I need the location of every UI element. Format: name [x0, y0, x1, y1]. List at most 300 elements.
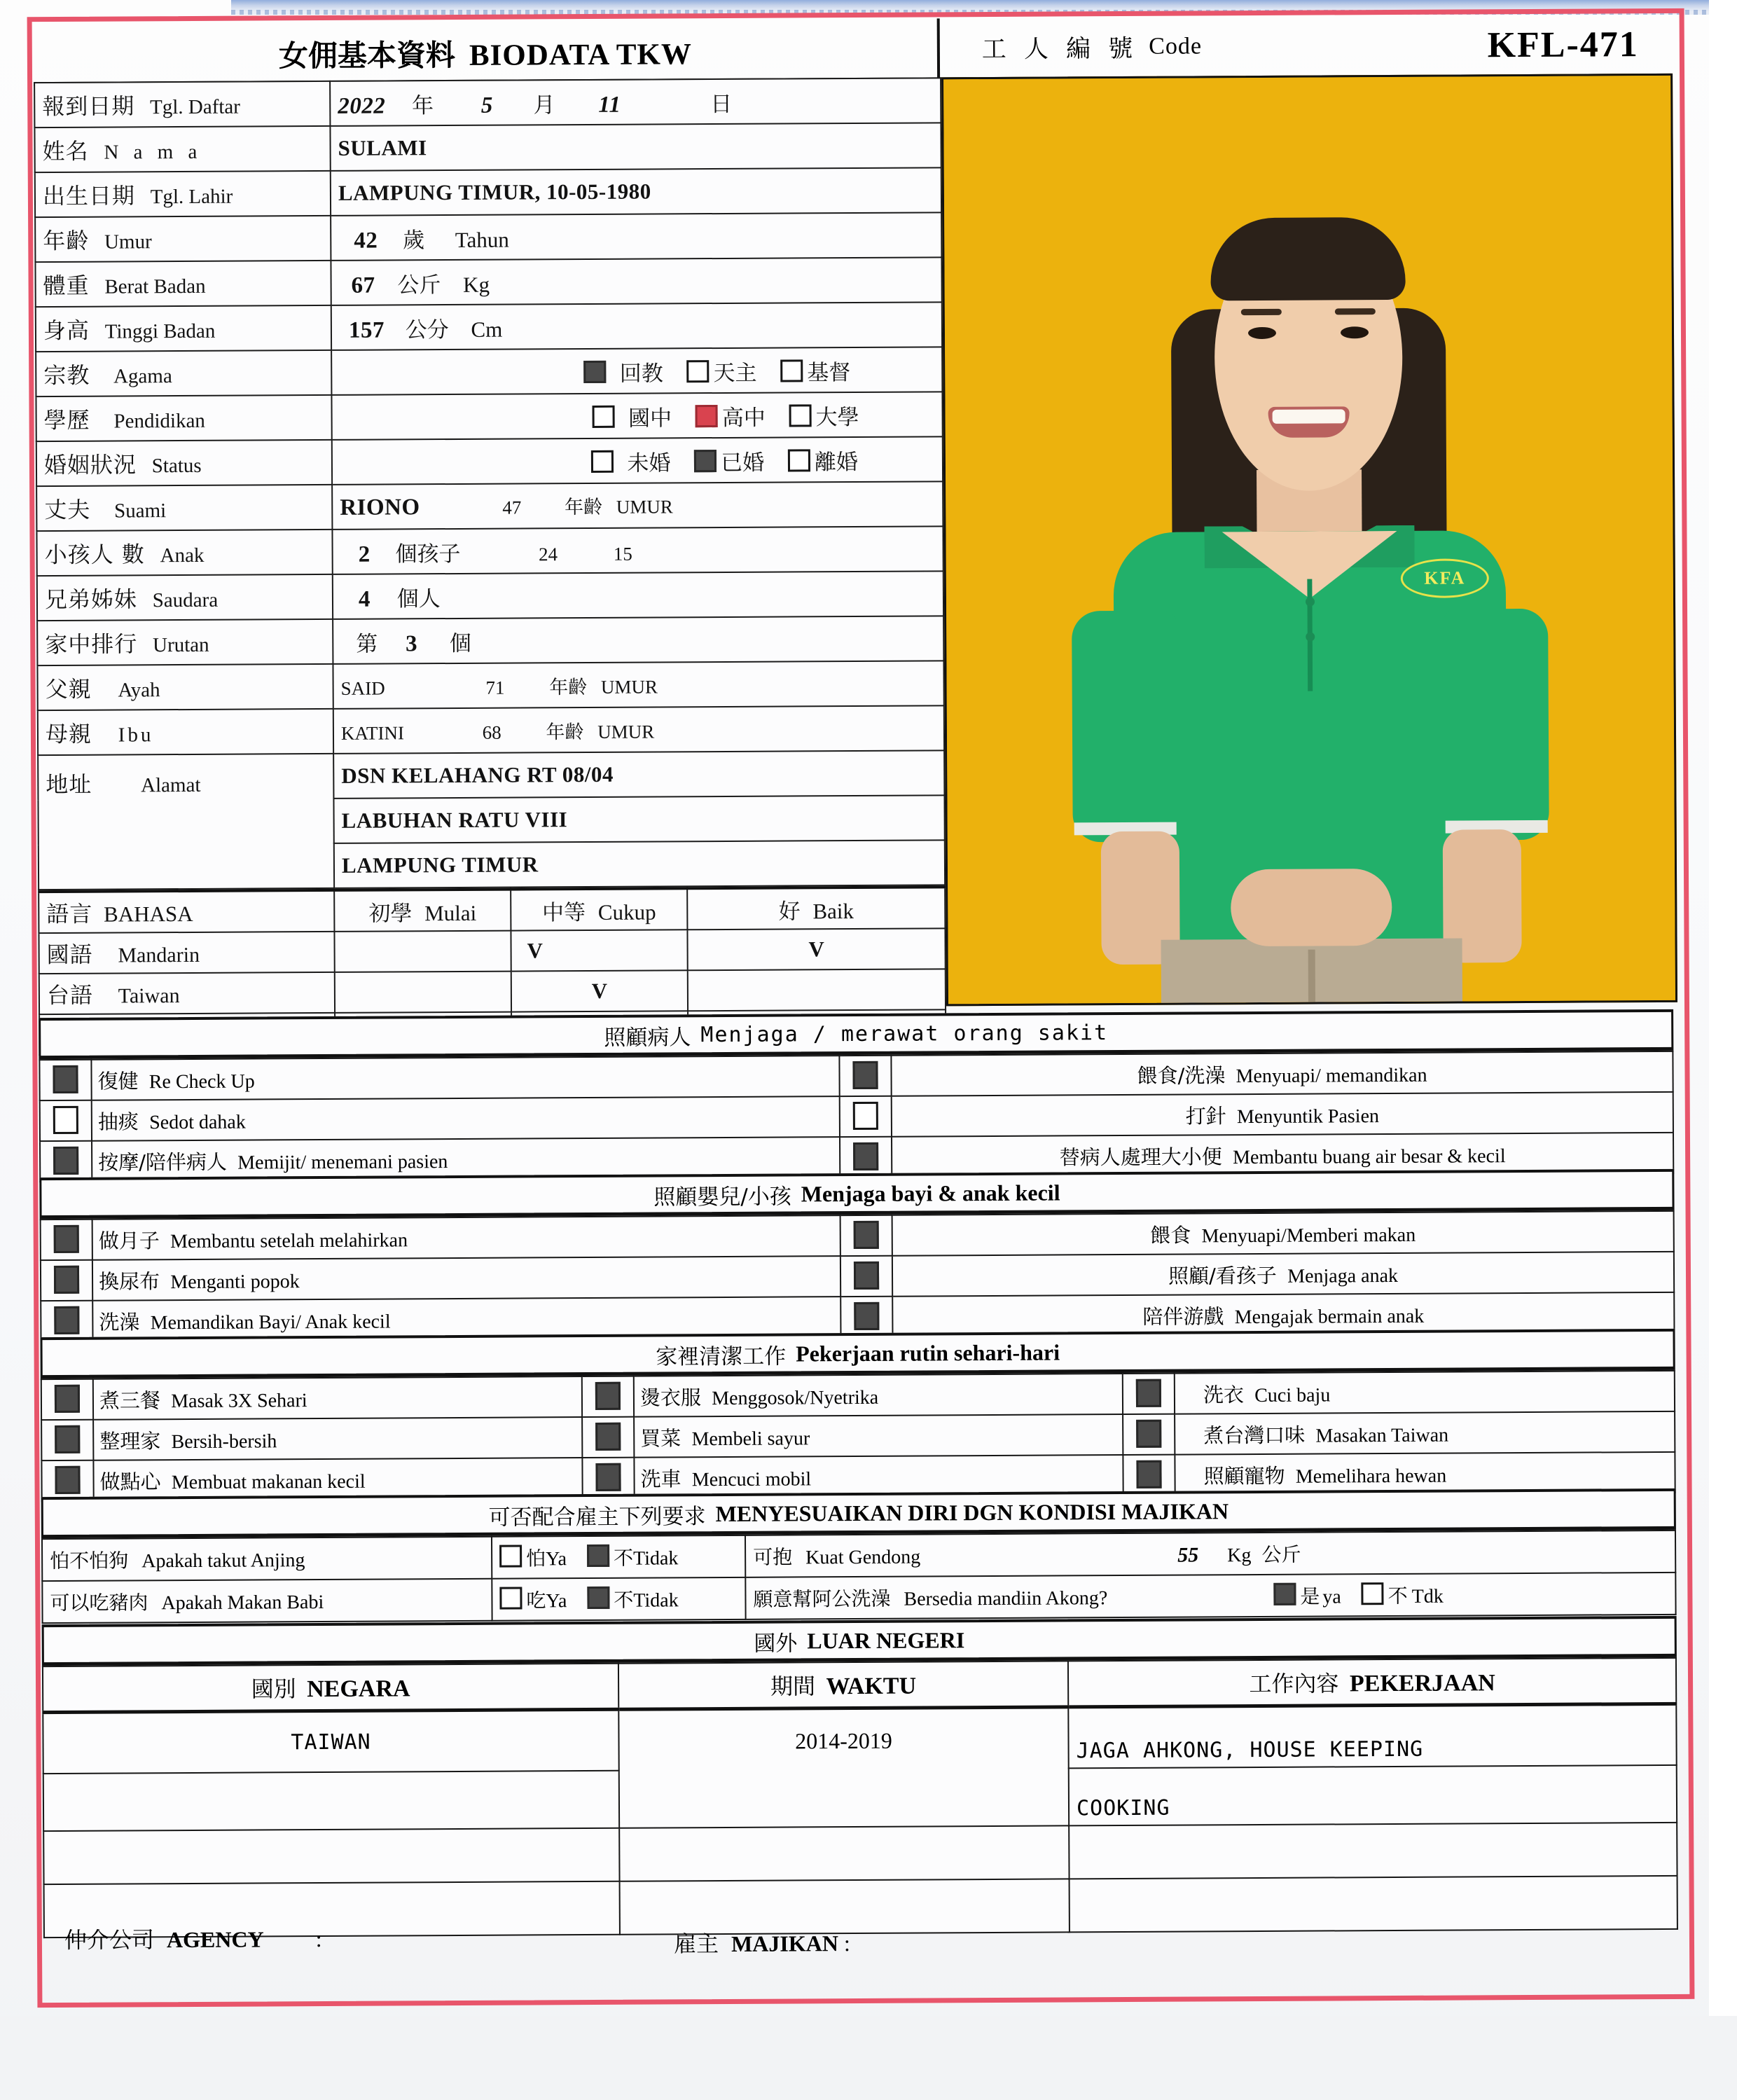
- checkbox-pork-no[interactable]: [587, 1587, 609, 1609]
- label-language-cn: 語言: [46, 900, 93, 928]
- checkbox-cell[interactable]: [840, 1137, 892, 1177]
- label-father-cn: 父親: [45, 675, 92, 703]
- register-day-unit: 日: [710, 91, 733, 117]
- label-mother: [38, 709, 333, 755]
- register-month-unit: 月: [533, 92, 555, 118]
- label-language-id: BAHASA: [103, 901, 193, 927]
- housework-title-id: Pekerjaan rutin sehari-hari: [796, 1339, 1060, 1366]
- label-name-id: N a m a: [104, 140, 202, 164]
- education-opt-0-label: 國中: [628, 405, 672, 431]
- table-row: [43, 1704, 1676, 1774]
- label-order: [37, 619, 333, 665]
- pork-no-id: Tidak: [633, 1589, 679, 1612]
- sick-care-title-cn: 照顧病人: [604, 1024, 691, 1051]
- label-address: [38, 754, 334, 890]
- item-suction-cn: 抽痰: [97, 1109, 139, 1134]
- value-register-date: [330, 78, 941, 126]
- label-height: [36, 305, 331, 352]
- item-watch-child-id: Menjaga anak: [1287, 1264, 1399, 1287]
- label-religion-cn: 宗教: [43, 361, 90, 389]
- item-injection-cn: 打針: [1185, 1103, 1226, 1128]
- item-cook-3x: [93, 1376, 582, 1420]
- item-toileting-id: Membantu buang air besar & kecil: [1232, 1145, 1506, 1168]
- foreign-period-0: 2014-2019: [618, 1707, 1069, 1828]
- checkbox-cell[interactable]: [39, 1060, 91, 1100]
- item-feed-bathe-cn: 餵食/洗澡: [1137, 1063, 1226, 1088]
- education-options: [331, 392, 942, 440]
- mother-name: KATINI: [340, 721, 405, 744]
- status-opt-0-label: 未婚: [627, 450, 671, 476]
- agency-line: [64, 1921, 322, 1955]
- age-unit-cn: 歲: [402, 227, 425, 253]
- checkbox-toileting[interactable]: [853, 1142, 878, 1170]
- language-level-cukup: [511, 888, 687, 930]
- row-birth-order: [37, 616, 943, 665]
- checkbox-cook-3x[interactable]: [55, 1385, 80, 1413]
- item-suction-phlegm: [92, 1096, 840, 1141]
- item-watch-child: [892, 1252, 1674, 1297]
- employer-label-id: MAJIKAN: [731, 1930, 839, 1956]
- label-eat-pork: [42, 1579, 492, 1623]
- checkbox-buy-groceries[interactable]: [595, 1423, 621, 1451]
- checkbox-suction-phlegm[interactable]: [53, 1106, 78, 1134]
- item-laundry-id: Cuci baju: [1254, 1383, 1331, 1407]
- item-groceries-id: Membeli sayur: [691, 1427, 810, 1450]
- label-register-date-cn: 報到日期: [42, 92, 135, 120]
- item-feed-bathe-patient: [891, 1051, 1673, 1096]
- title-block: [34, 18, 937, 86]
- checkbox-cell[interactable]: [582, 1417, 634, 1458]
- label-education-id: Pendidikan: [113, 409, 205, 433]
- foreign-title-id: LUAR NEGERI: [807, 1626, 965, 1653]
- checkbox-cell[interactable]: [582, 1458, 634, 1498]
- scan-right-margin: [1709, 0, 1737, 2100]
- eye-left: [1248, 327, 1276, 339]
- checkbox-watch-child[interactable]: [854, 1262, 879, 1290]
- checkbox-massage-accompany[interactable]: [53, 1147, 78, 1175]
- foreign-country-0: TAIWAN: [43, 1709, 618, 1774]
- religion-opt-2-label: 基督: [807, 359, 851, 385]
- checkbox-cell[interactable]: [41, 1220, 92, 1260]
- value-weight: [331, 257, 941, 305]
- label-status-cn: 婚姻狀況: [43, 451, 137, 479]
- address-line-2: LABUHAN RATU VIII: [333, 795, 944, 843]
- sick-care-title-id: Menjaga / merawat orang sakit: [700, 1020, 1109, 1047]
- checkbox-wash-car[interactable]: [595, 1463, 621, 1491]
- item-feed-child: [892, 1211, 1674, 1256]
- status-options: [332, 436, 943, 485]
- order-unit-cn: 個: [449, 630, 471, 656]
- label-children-cn: 小孩人 數: [44, 541, 145, 569]
- label-weight: [35, 261, 331, 307]
- dog-yes-cn: 怕: [526, 1547, 546, 1570]
- bathe-akong: [745, 1573, 1675, 1619]
- foreign-job-2: [1069, 1823, 1677, 1879]
- height-unit-id: Cm: [471, 317, 503, 342]
- checkbox-postpartum[interactable]: [54, 1225, 79, 1253]
- carry-capacity: [745, 1531, 1675, 1577]
- checkbox-feed-child[interactable]: [854, 1221, 879, 1249]
- section-baby-care: [39, 1169, 1675, 1342]
- taiwanese-cukup[interactable]: V: [511, 970, 688, 1011]
- label-weight-id: Berat Badan: [104, 275, 206, 298]
- label-afraid-of-dogs: [42, 1537, 492, 1581]
- label-age-id: Umur: [104, 230, 152, 254]
- register-month: 5: [480, 92, 493, 118]
- checkbox-feed-bathe-patient[interactable]: [852, 1061, 878, 1089]
- value-age: [331, 212, 941, 261]
- checkbox-cell[interactable]: [41, 1260, 92, 1301]
- checkbox-dog-yes[interactable]: [499, 1545, 522, 1568]
- row-siblings: [37, 571, 943, 621]
- father-age-cn: 年齡: [549, 676, 588, 698]
- foreign-job-1: COOKING: [1069, 1765, 1677, 1826]
- row-address-1: [38, 750, 944, 800]
- checkbox-status-married[interactable]: [694, 450, 717, 472]
- item-buy-groceries: [634, 1414, 1123, 1458]
- foreign-country-1: [43, 1771, 619, 1831]
- checkbox-bathe-child[interactable]: [54, 1306, 79, 1334]
- checkbox-cell[interactable]: [840, 1215, 892, 1256]
- item-rehab-id: Re Check Up: [148, 1070, 255, 1093]
- item-postpartum: [92, 1215, 840, 1260]
- row-children: [36, 526, 943, 576]
- label-mandarin-cn: 國語: [46, 941, 93, 969]
- checkbox-cell[interactable]: [840, 1256, 892, 1297]
- adapt-title-cn: 可否配合雇主下列要求: [488, 1503, 706, 1531]
- row-mother: [38, 705, 944, 755]
- label-father: [37, 664, 333, 710]
- bathe-no-id: Tdk: [1411, 1585, 1444, 1608]
- status-opt-1-label: 已婚: [721, 450, 765, 476]
- foreign-header-row: [43, 1658, 1676, 1713]
- checkbox-education-senior[interactable]: [696, 405, 718, 427]
- label-taiwanese-id: Taiwan: [118, 984, 180, 1008]
- checkbox-cell[interactable]: [839, 1056, 891, 1096]
- label-age-cn: 年齡: [43, 227, 90, 255]
- checkbox-cell[interactable]: [840, 1096, 892, 1137]
- item-watch-child-cn: 照顧/看孩子: [1168, 1263, 1277, 1288]
- row-weight: [35, 257, 941, 307]
- carry-label-id: Kuat Gendong: [805, 1546, 921, 1569]
- sleeve-right: [1443, 609, 1549, 841]
- clasped-hands: [1231, 869, 1392, 946]
- checkbox-cell[interactable]: [41, 1460, 93, 1501]
- checkbox-status-single[interactable]: [590, 450, 613, 472]
- label-height-cn: 身高: [43, 317, 90, 345]
- item-feed-bathe-id: Menyuapi/ memandikan: [1236, 1064, 1427, 1087]
- label-birth-id: Tgl. Lahir: [150, 185, 233, 209]
- label-name: [34, 126, 330, 172]
- checkbox-snacks[interactable]: [55, 1466, 80, 1494]
- level-0-id: Mulai: [424, 900, 477, 925]
- item-tidy-id: Bersih-bersih: [171, 1430, 277, 1453]
- label-age: [35, 216, 331, 262]
- row-birth: [35, 167, 941, 217]
- label-birth: [35, 171, 331, 217]
- label-husband: [36, 485, 332, 531]
- dog-no-id: Tidak: [632, 1547, 679, 1570]
- address-line-1: DSN KELAHANG RT 08/04: [333, 750, 944, 799]
- col-period: [618, 1661, 1068, 1709]
- father-age: 71: [485, 677, 505, 698]
- item-groceries-cn: 買菜: [640, 1425, 681, 1451]
- item-bathe-child-id: Memandikan Bayi/ Anak kecil: [150, 1310, 391, 1334]
- carry-unit-cn: 公斤: [1261, 1542, 1301, 1566]
- shirt-button-top: [1306, 597, 1315, 607]
- item-tw-cook-id: Masakan Taiwan: [1315, 1424, 1449, 1447]
- item-taiwanese-cooking: [1175, 1411, 1675, 1455]
- checkbox-religion-catholic[interactable]: [686, 360, 709, 382]
- shirt-button-bottom: [1306, 633, 1315, 642]
- checkbox-taiwanese-cooking[interactable]: [1136, 1420, 1161, 1448]
- checkbox-religion-islam[interactable]: [583, 360, 606, 382]
- item-postpartum-cn: 做月子: [98, 1228, 160, 1253]
- housework-items: [41, 1370, 1676, 1502]
- bathe-label-cn: 願意幫阿公洗澡: [753, 1587, 891, 1611]
- col-country-id: NEGARA: [307, 1676, 410, 1703]
- language-level-baik: [687, 887, 945, 930]
- checkbox-cell[interactable]: [40, 1100, 92, 1141]
- shirt-logo: KFA: [1401, 558, 1489, 598]
- label-weight-cn: 體重: [43, 272, 90, 300]
- sleeve-left: [1072, 611, 1178, 843]
- checkbox-cell[interactable]: [41, 1379, 93, 1420]
- checkbox-pets[interactable]: [1136, 1460, 1161, 1488]
- value-mother: [333, 705, 944, 754]
- item-ironing-cn: 燙衣服: [639, 1385, 702, 1410]
- label-siblings-cn: 兄弟姊妹: [44, 586, 138, 614]
- checkbox-status-divorced[interactable]: [788, 449, 810, 471]
- age-unit-id: Tahun: [455, 227, 509, 252]
- item-bathe-child-cn: 洗澡: [99, 1309, 140, 1334]
- item-injection-id: Menyuntik Pasien: [1236, 1105, 1380, 1128]
- employer-line: [674, 1926, 850, 1959]
- status-opt-2-label: 離婚: [814, 449, 859, 475]
- form-footer: [43, 1878, 1679, 1991]
- father-age-id: UMUR: [600, 675, 658, 698]
- register-year-unit: 年: [411, 92, 434, 118]
- carry-unit-id: Kg: [1227, 1545, 1252, 1567]
- dog-label-id: Apakah takut Anjing: [141, 1549, 305, 1573]
- education-opt-1-label: 高中: [721, 405, 766, 431]
- value-children: [332, 526, 943, 574]
- scan-bottom-margin: [0, 2016, 1737, 2100]
- label-register-date-id: Tgl. Daftar: [149, 95, 240, 119]
- label-taiwanese-cn: 台語: [46, 981, 94, 1009]
- biodata-table-wrap: [34, 77, 946, 1056]
- label-birth-cn: 出生日期: [42, 182, 136, 210]
- mother-age: 68: [482, 721, 501, 743]
- item-tidy-house: [93, 1417, 582, 1460]
- label-mother-id: Ibu: [118, 724, 154, 747]
- level-2-cn: 好: [778, 898, 801, 925]
- trouser-seam: [1308, 950, 1315, 1006]
- religion-opt-1-label: 天主: [713, 360, 757, 386]
- checkbox-dog-no[interactable]: [587, 1545, 609, 1567]
- section-housework: [40, 1329, 1675, 1502]
- order-prefix-cn: 第: [356, 631, 378, 657]
- checkbox-cell[interactable]: [582, 1376, 634, 1417]
- agency-label-cn: 仲介公司: [64, 1926, 155, 1954]
- taiwanese-mulai[interactable]: [335, 972, 511, 1013]
- label-mother-cn: 母親: [45, 720, 92, 748]
- husband-age-id: UMUR: [616, 496, 673, 518]
- label-height-id: Tinggi Badan: [104, 319, 216, 343]
- item-feed-child-cn: 餵食: [1150, 1223, 1191, 1248]
- checkbox-cell[interactable]: [41, 1301, 92, 1341]
- label-taiwanese: [39, 972, 335, 1014]
- item-cook3x-id: Masak 3X Sehari: [171, 1389, 307, 1412]
- eyebrow-left: [1241, 309, 1282, 315]
- section-adapt: [41, 1488, 1677, 1624]
- col-period-cn: 期間: [770, 1673, 816, 1700]
- label-children: [36, 530, 332, 576]
- code-label-cn: 工 人 編 號: [981, 34, 1138, 64]
- pork-yes-cn: 吃: [526, 1589, 546, 1612]
- item-suction-id: Sedot dahak: [149, 1111, 246, 1133]
- item-play-child-id: Mengajak bermain anak: [1234, 1305, 1425, 1328]
- col-period-id: WAKTU: [826, 1673, 917, 1700]
- foreign-title-cn: 國外: [754, 1630, 798, 1657]
- mouth: [1268, 406, 1350, 438]
- checkbox-tidy-house[interactable]: [55, 1425, 80, 1453]
- checkbox-laundry[interactable]: [1136, 1379, 1161, 1407]
- husband-age-cn: 年齡: [565, 496, 603, 519]
- section-sick-care: [39, 1009, 1674, 1182]
- pork-answer: [492, 1577, 745, 1621]
- checkbox-cell[interactable]: [41, 1420, 93, 1460]
- children-count: 2: [358, 541, 371, 567]
- value-order: [333, 616, 943, 664]
- checkbox-pork-yes[interactable]: [499, 1587, 522, 1610]
- language-header-row: [39, 887, 945, 933]
- children-unit-cn: 個孩子: [395, 541, 461, 567]
- sick-care-items: [39, 1051, 1674, 1182]
- item-tw-cook-cn: 煮台灣口味: [1203, 1423, 1306, 1447]
- item-toileting-cn: 替病人處理大小便: [1059, 1144, 1222, 1169]
- form-inner: [34, 15, 1679, 1991]
- foreign-country-2: [43, 1828, 619, 1884]
- employer-label-cn: 雇主: [673, 1930, 719, 1958]
- row-age: [35, 212, 941, 262]
- value-father: [333, 661, 943, 709]
- checkbox-bathe-yes[interactable]: [1273, 1583, 1296, 1605]
- item-pets-id: Memelihara hewan: [1295, 1465, 1447, 1488]
- dog-answer: [492, 1535, 745, 1579]
- baby-care-items: [40, 1210, 1675, 1342]
- dog-no-cn: 不: [613, 1546, 634, 1570]
- checkbox-cell[interactable]: [1123, 1414, 1175, 1455]
- siblings-unit-cn: 個人: [396, 586, 441, 612]
- table-row: [43, 1823, 1677, 1884]
- page-title-cn: 女佣基本資料: [278, 37, 456, 74]
- item-diaper-id: Menganti popok: [170, 1270, 300, 1293]
- weight-value: 67: [351, 272, 375, 298]
- row-husband: [36, 481, 943, 531]
- language-row-mandarin: [39, 928, 945, 974]
- foreign-period-2: [619, 1825, 1069, 1881]
- checkbox-cell[interactable]: [40, 1141, 92, 1182]
- checkbox-ironing[interactable]: [595, 1382, 621, 1410]
- checkbox-bathe-no[interactable]: [1362, 1582, 1384, 1605]
- item-injection: [892, 1092, 1673, 1137]
- row-pork: [42, 1573, 1675, 1623]
- mother-age-cn: 年齡: [546, 721, 584, 743]
- label-address-id: Alamat: [141, 773, 201, 797]
- col-country-cn: 國別: [251, 1676, 296, 1703]
- checkbox-change-diaper[interactable]: [54, 1266, 79, 1294]
- checkbox-play-child[interactable]: [854, 1302, 879, 1330]
- item-laundry-cn: 洗衣: [1203, 1382, 1245, 1407]
- label-order-id: Urutan: [152, 633, 209, 657]
- checkbox-cell[interactable]: [840, 1297, 892, 1337]
- value-birth: LAMPUNG TIMUR, 10-05-1980: [331, 167, 941, 216]
- checkbox-education-junior[interactable]: [592, 405, 614, 427]
- adapt-table: [41, 1530, 1677, 1624]
- code-label-en: Code: [1149, 33, 1203, 60]
- mandarin-mulai[interactable]: [334, 931, 511, 972]
- item-feed-child-id: Menyuapi/Memberi makan: [1201, 1224, 1416, 1247]
- col-country: [43, 1664, 618, 1713]
- checkbox-cell[interactable]: [1123, 1455, 1175, 1495]
- housework-title-cn: 家裡清潔工作: [656, 1343, 787, 1370]
- weight-unit-cn: 公斤: [397, 272, 441, 298]
- checkbox-cell[interactable]: [1123, 1374, 1175, 1414]
- mother-age-id: UMUR: [597, 721, 655, 742]
- item-postpartum-id: Membantu setelah melahirkan: [169, 1229, 408, 1252]
- label-religion-id: Agama: [113, 365, 172, 388]
- row-religion: [36, 347, 942, 396]
- register-day: 11: [598, 92, 621, 118]
- mandarin-cukup[interactable]: V: [511, 930, 687, 971]
- checkbox-education-university[interactable]: [789, 404, 812, 427]
- biodata-table: [34, 77, 946, 890]
- baby-care-title-id: Menjaga bayi & anak kecil: [801, 1179, 1060, 1206]
- father-name: SAID: [340, 677, 385, 699]
- checkbox-religion-christian[interactable]: [780, 359, 803, 382]
- value-husband: [332, 481, 943, 530]
- checkbox-rehab[interactable]: [53, 1065, 78, 1093]
- adapt-title-id: MENYESUAIKAN DIRI DGN KONDISI MAJIKAN: [715, 1498, 1229, 1526]
- bathe-no-cn: 不: [1387, 1584, 1408, 1608]
- pork-no-cn: 不: [614, 1588, 634, 1612]
- label-status-id: Status: [151, 454, 202, 478]
- pork-label-cn: 可以吃豬肉: [50, 1591, 148, 1615]
- taiwanese-baik[interactable]: [688, 969, 946, 1011]
- page-title-id: BIODATA TKW: [469, 38, 693, 72]
- level-1-cn: 中等: [542, 899, 586, 925]
- religion-options: [331, 347, 942, 395]
- item-massage-cn: 按摩/陪伴病人: [98, 1149, 228, 1175]
- row-height: [36, 302, 942, 352]
- agency-label-id: AGENCY: [166, 1926, 264, 1953]
- level-2-id: Baik: [812, 898, 854, 923]
- item-diaper-cn: 換尿布: [98, 1269, 160, 1294]
- item-ironing: [634, 1374, 1123, 1417]
- item-pets-cn: 照顧寵物: [1203, 1463, 1285, 1488]
- checkbox-injection[interactable]: [853, 1102, 878, 1130]
- value-name: SULAMI: [330, 123, 941, 171]
- foreign-job-0: JAGA AHKONG, HOUSE KEEPING: [1068, 1704, 1676, 1768]
- worker-code-value: KFL-471: [1487, 24, 1639, 65]
- siblings-count: 4: [358, 586, 371, 612]
- carry-weight-value: 55: [1177, 1543, 1199, 1567]
- form-sheet: [27, 8, 1685, 1998]
- mandarin-baik[interactable]: V: [687, 928, 945, 970]
- level-0-cn: 初學: [368, 900, 413, 927]
- address-line-3: LAMPUNG TIMUR: [334, 840, 945, 888]
